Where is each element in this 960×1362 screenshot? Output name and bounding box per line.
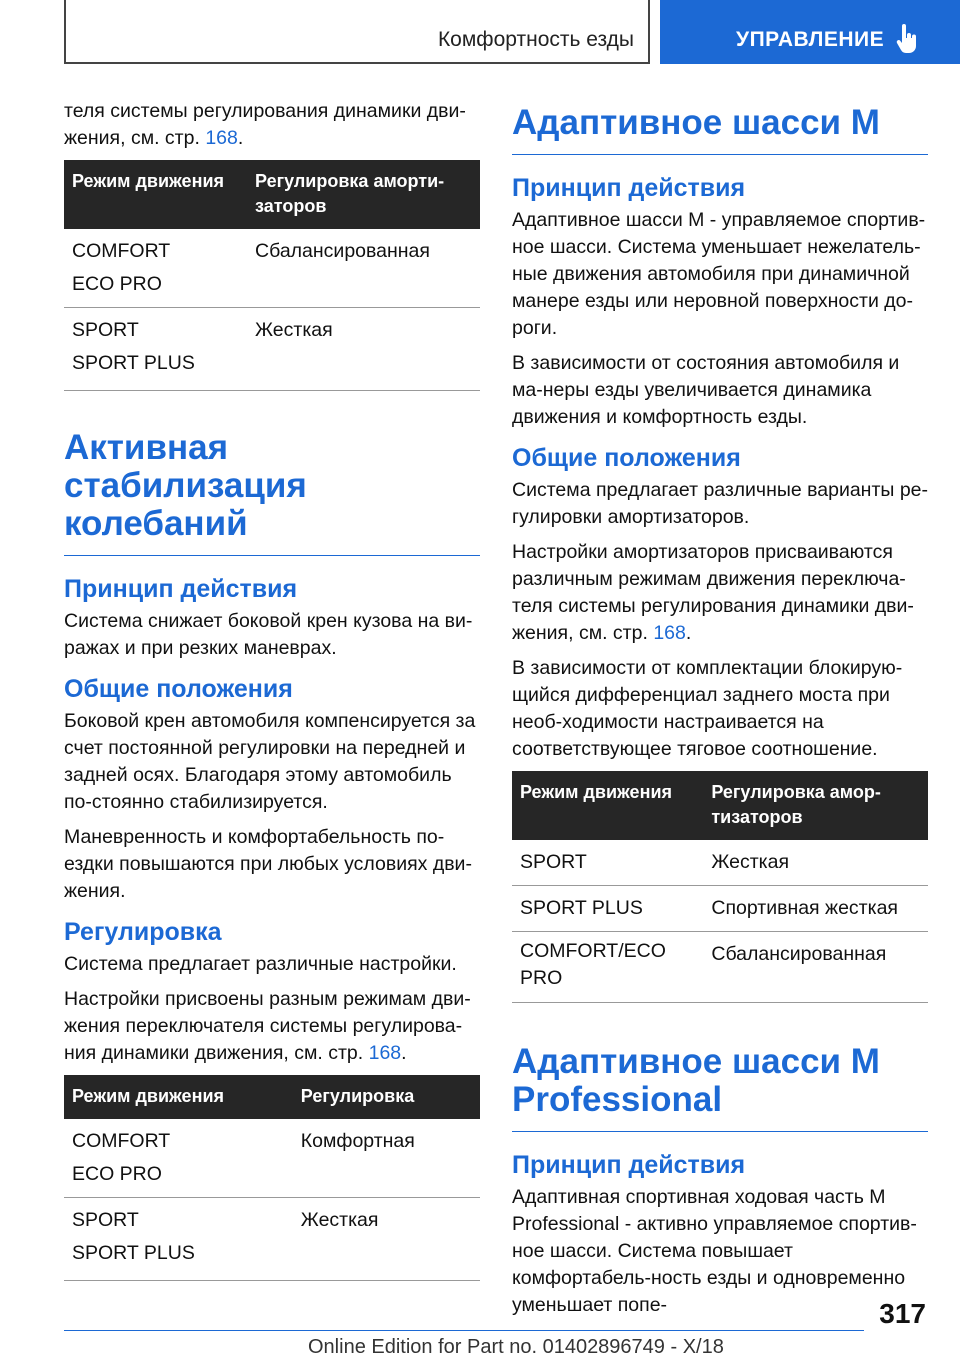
table-row <box>64 308 480 391</box>
header-chapter-title: УПРАВЛЕНИЕ <box>736 28 885 51</box>
page-link[interactable]: 168 <box>205 127 238 149</box>
footer-divider <box>64 1330 864 1331</box>
paragraph: В зависимости от комплектации блокирую-щийся дифференциал заднего моста при необ-ходимости настраивается на соответствующее тяговое соотношение. <box>512 657 903 760</box>
table-header: Регулировка амор-тизаторов <box>703 771 928 840</box>
mode-cell: SPORT PLUS <box>72 352 195 374</box>
subheading: Принцип действия <box>512 1151 746 1179</box>
subheading: Принцип действия <box>512 174 746 202</box>
mode-cell: ECO PRO <box>72 273 162 295</box>
intro-paragraph: теля системы регулирования динамики дви-жения, см. стр. 168. <box>64 100 466 149</box>
table-row <box>512 840 928 886</box>
header-chapter-tab[interactable] <box>660 0 960 64</box>
paragraph: В зависимости от состояния автомобиля и ма-неры езды увеличивается динамика движения и комфортность езды. <box>512 352 900 428</box>
table-header: Регулировка <box>293 1075 480 1119</box>
mode-cell: SPORT PLUS <box>512 886 703 932</box>
value-cell: Жесткая <box>247 308 480 391</box>
subheading: Общие положения <box>64 675 293 703</box>
hand-pointer-icon <box>896 24 918 54</box>
value-cell: Спортивная жесткая <box>703 886 928 932</box>
page-link[interactable]: 168 <box>653 622 686 644</box>
section-heading: Активная стабилизация колебаний <box>64 429 480 556</box>
table-header: Режим движения <box>64 160 247 229</box>
table-row <box>512 932 928 1003</box>
table-row <box>64 229 480 308</box>
left-column <box>64 98 480 1289</box>
subheading: Регулировка <box>64 918 222 946</box>
paragraph: Система снижает боковой крен кузова на ви-ражах и при резких маневрах. <box>64 610 473 659</box>
header-section-box <box>64 0 650 64</box>
paragraph: Адаптивная спортивная ходовая часть M Professional - активно управляемое спортив-ное шасси. Система повышает комфортабель-ность езды и одновременно уменьшает попе- <box>512 1186 917 1316</box>
damper-table <box>64 160 480 391</box>
section-heading: Адаптивное шасси M Professional <box>512 1043 928 1132</box>
mode-cell: COMFORT <box>72 1130 171 1152</box>
footer-text: Online Edition for Part no. 01402896749 - X/18 <box>308 1336 724 1358</box>
subheading: Принцип действия <box>64 575 298 603</box>
mode-cell: COMFORT/ECO PRO <box>512 932 703 1003</box>
value-cell: Сбалансированная <box>247 229 480 308</box>
mode-cell: SPORT <box>72 1209 139 1231</box>
header-section-title: Комфортность езды <box>437 28 634 51</box>
table-header: Регулировка аморти-заторов <box>247 160 480 229</box>
section-heading: Адаптивное шасси M <box>512 104 928 155</box>
paragraph: Настройки присвоены разным режимам дви-жения переключателя системы регулирова-ния динамики движения, см. стр. 168. <box>64 988 471 1064</box>
value-cell: Сбалансированная <box>703 932 928 1003</box>
mode-cell: COMFORT <box>72 240 171 262</box>
value-cell: Комфортная <box>293 1119 480 1198</box>
table-header: Режим движения <box>512 771 703 840</box>
adjust-table <box>64 1075 480 1281</box>
value-cell: Жесткая <box>293 1198 480 1281</box>
mode-cell: SPORT <box>512 840 703 886</box>
right-column <box>512 104 928 1327</box>
paragraph: Адаптивное шасси M - управляемое спортив-ное шасси. Система уменьшает нежелатель-ные движения автомобиля при динамичной манере езды или неровной поверхности до-роги. <box>512 209 926 339</box>
paragraph: Боковой крен автомобиля компенсируется за счет постоянной регулировки на передней и задней осях. Благодаря этому автомобиль по-стоянно стабилизируется. <box>64 710 476 813</box>
page-number: 317 <box>879 1298 926 1329</box>
mode-cell: SPORT PLUS <box>72 1242 195 1264</box>
paragraph: Система предлагает различные настройки. <box>64 953 457 975</box>
table-header: Режим движения <box>64 1075 293 1119</box>
table-row <box>64 1198 480 1281</box>
paragraph: Система предлагает различные варианты ре-гулировки амортизаторов. <box>512 479 929 528</box>
paragraph: Маневренность и комфортабельность по-ездки повышаются при любых условиях дви-жения. <box>64 826 472 902</box>
paragraph: Настройки амортизаторов присваиваются различным режимам движения переключа-теля системы регулирования динамики дви-жения, см. стр. 168. <box>512 541 914 644</box>
mode-cell: SPORT <box>72 319 139 341</box>
value-cell: Жесткая <box>703 840 928 886</box>
table-row <box>64 1119 480 1198</box>
m-damper-table <box>512 771 928 1003</box>
subheading: Общие положения <box>512 444 741 472</box>
mode-cell: ECO PRO <box>72 1163 162 1185</box>
table-row <box>512 886 928 932</box>
page-link[interactable]: 168 <box>368 1042 402 1064</box>
